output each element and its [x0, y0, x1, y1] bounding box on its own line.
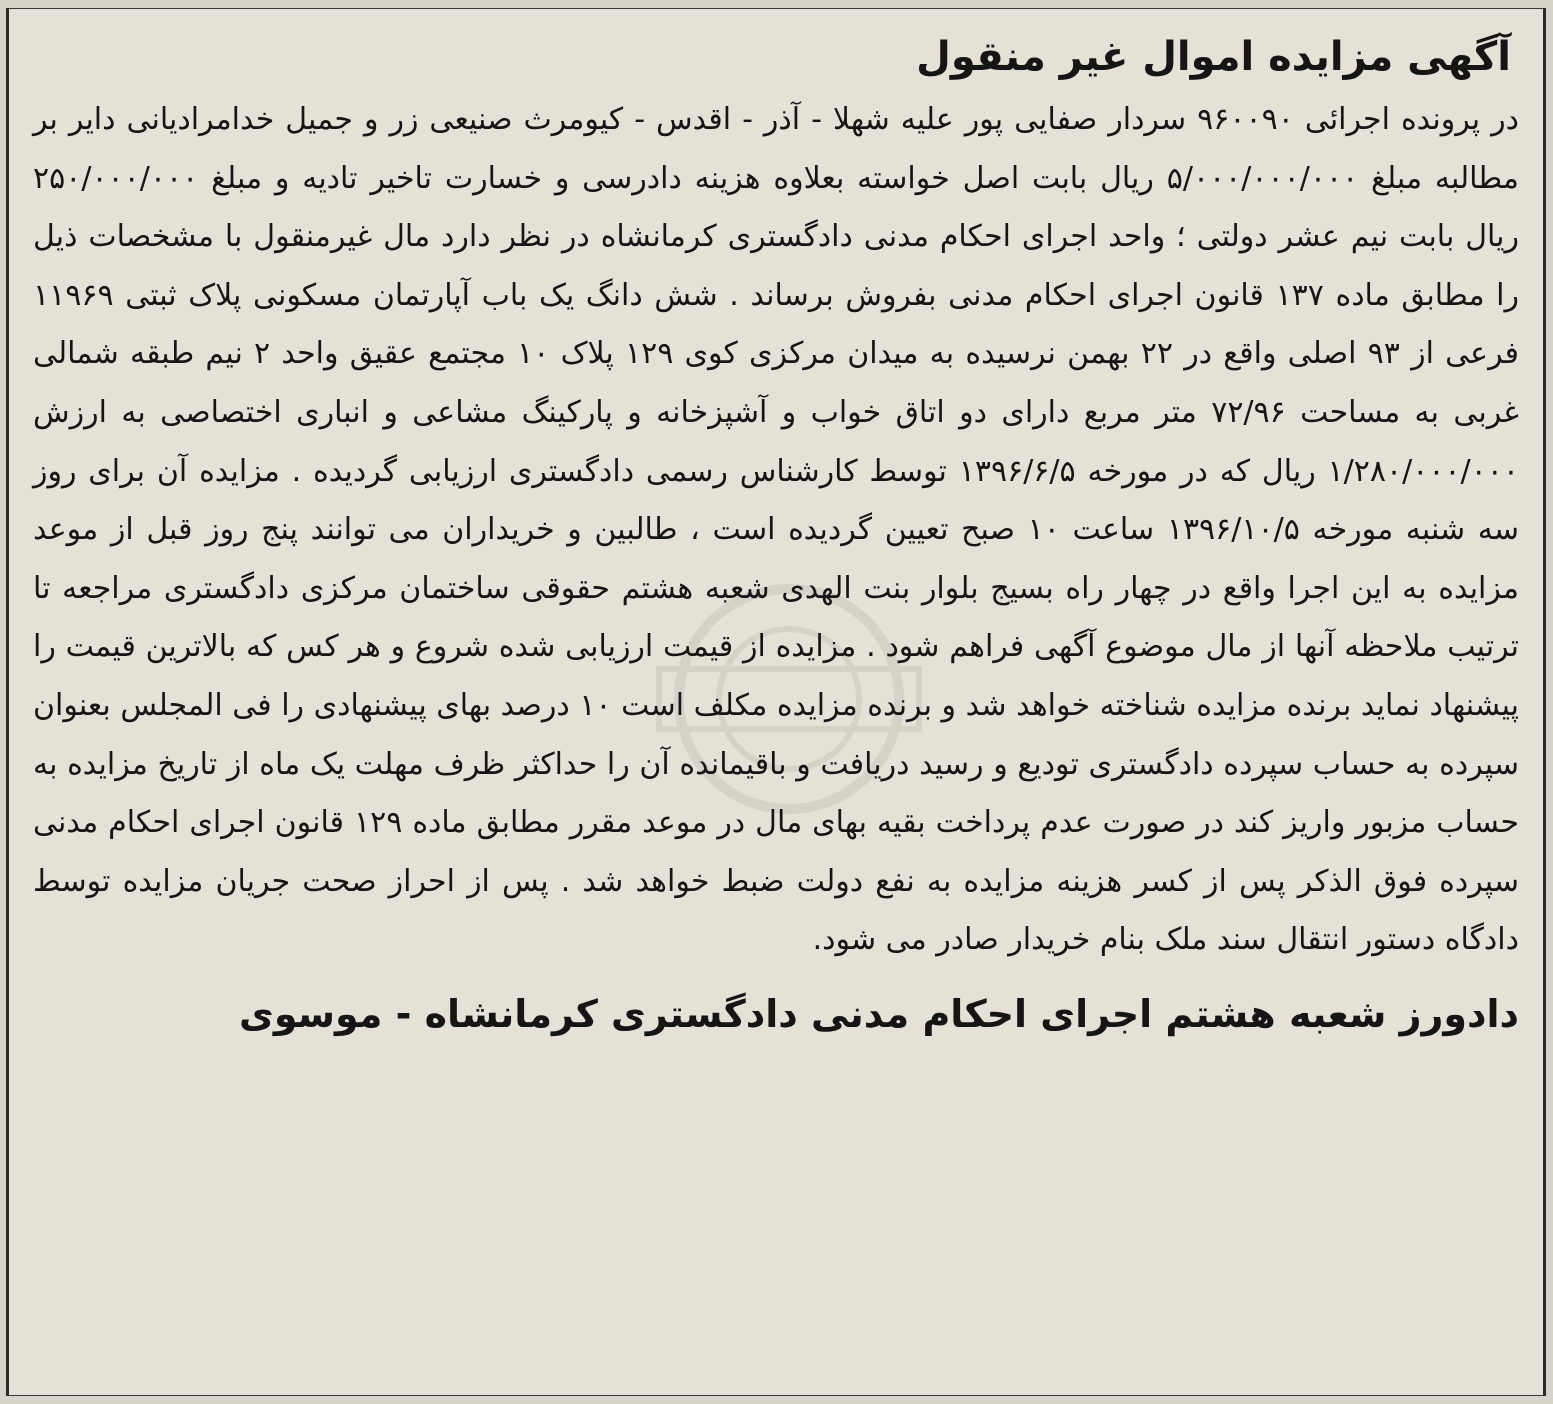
- notice-body: در پرونده اجرائی ۹۶۰۰۹۰ سردار صفایی پور علیه شهلا - آذر - اقدس - کیومرث صنیعی زر و جمیل خدامرادیانی دایر بر مطالبه مبلغ ۵/۰۰۰/۰۰۰/۰۰۰ ریال بابت اصل خواسته بعلاوه هزینه دادرسی و خسارت تاخیر تادیه و مبلغ ۲۵۰/۰۰۰/۰۰۰ ریال بابت نیم عشر دولتی ؛ واحد اجرای احکام مدنی دادگستری کرمانشاه در نظر دارد مال غیرمنقول با مشخصات ذیل را مطابق ماده ۱۳۷ قانون اجرای احکام مدنی بفروش برساند . شش دانگ یک باب آپارتمان مسکونی پلاک ثبتی ۱۱۹۶۹ فرعی از ۹۳ اصلی واقع در ۲۲ بهمن نرسیده به میدان مرکزی کوی ۱۲۹ پلاک ۱۰ مجتمع عقیق واحد ۲ نیم طبقه شمالی غربی به مساحت ۷۲/۹۶ متر مربع دارای دو اتاق خواب و آشپزخانه و پارکینگ مشاعی و انباری اختصاصی به ارزش ۱/۲۸۰/۰۰۰/۰۰۰ ریال که در مورخه ۱۳۹۶/۶/۵ توسط کارشناس رسمی دادگستری ارزیابی گردیده . مزایده آن برای روز سه شنبه مورخه ۱۳۹۶/۱۰/۵ ساعت ۱۰ صبح تعیین گردیده است ، طالبین و خریداران می توانند پنج روز قبل از موعد مزایده به این اجرا واقع در چهار راه بسیج بلوار بنت الهدی شعبه هشتم حقوقی ساختمان مرکزی دادگستری مراجعه تا ترتیب ملاحظه آنها از مال موضوع آگهی فراهم شود . مزایده از قیمت ارزیابی شده شروع و هر کس که بالاترین قیمت را پیشنهاد نماید برنده مزایده شناخته خواهد شد و برنده مزایده مکلف است ۱۰ درصد بهای پیشنهادی را فی المجلس بعنوان سپرده به حساب سپرده دادگستری تودیع و رسید دریافت و باقیمانده آن را حداکثر ظرف مهلت یک ماه از تاریخ مزایده به حساب مزبور واریز کند در صورت عدم پرداخت بقیه بهای مال در موعد مقرر مطابق ماده ۱۲۹ قانون اجرای احکام مدنی سپرده فوق الذکر پس از کسر هزینه مزایده به نفع دولت ضبط خواهد شد . پس از احراز صحت جریان مزایده توسط دادگاه دستور انتقال سند ملک بنام خریدار صادر می شود.: [33, 102, 1519, 958]
- notice-title: آگهی مزایده اموال غیر منقول: [916, 34, 1511, 80]
- auction-notice: [33, 25, 1519, 1046]
- newspaper-clipping: [6, 8, 1546, 1396]
- notice-signature: دادورز شعبه هشتم اجرای احکام مدنی دادگستری کرمانشاه - موسوی: [239, 991, 1519, 1036]
